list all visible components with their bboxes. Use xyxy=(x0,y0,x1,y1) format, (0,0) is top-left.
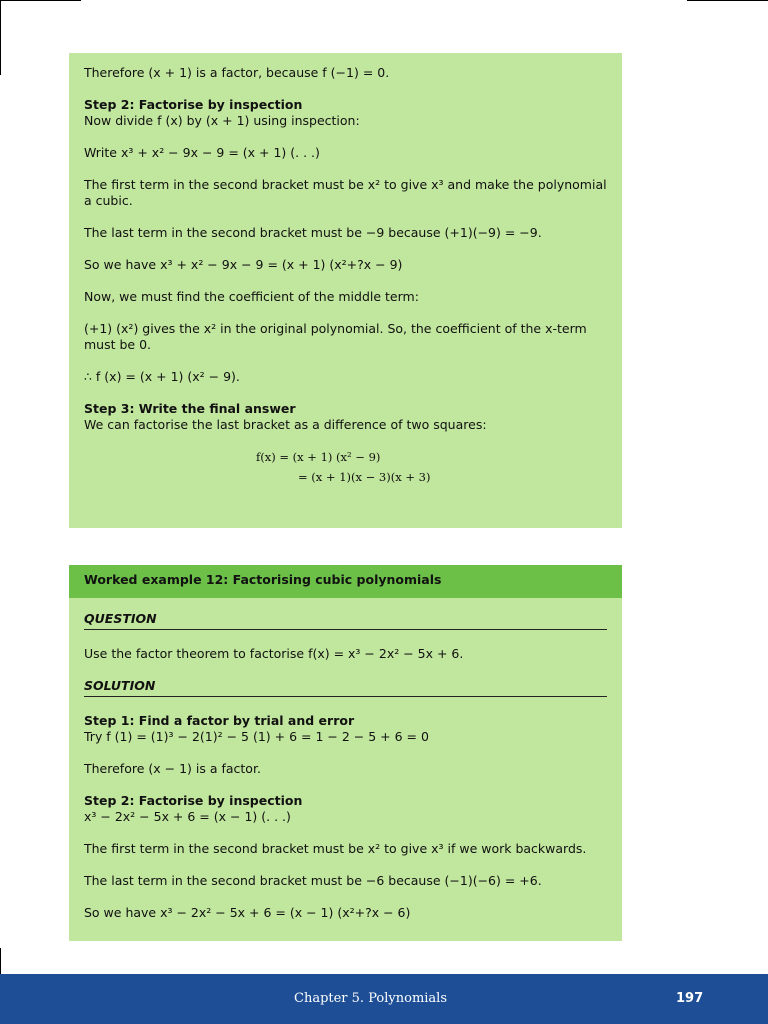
crop-mark-top-left-horizontal xyxy=(0,0,81,1)
write-line: Write x³ + x² − 9x − 9 = (x + 1) (. . .) xyxy=(84,145,320,160)
so-we-have-line: So we have x³ + x² − 9x − 9 = (x + 1) (x²+?x − 9) xyxy=(84,257,403,272)
question-text: Use the factor theorem to factorise f(x) = x³ − 2x² − 5x + 6. xyxy=(84,646,464,661)
coefficient-line: (+1) (x²) gives the x² in the original polynomial. So, the coefficient of the x-term must be 0. xyxy=(84,321,587,352)
step2-text-2: x³ − 2x² − 5x + 6 = (x − 1) (. . .) xyxy=(84,809,291,824)
middle-term-line: Now, we must find the coefficient of the middle term: xyxy=(84,289,419,304)
page-footer xyxy=(0,974,768,1024)
crop-mark-top-left-vertical xyxy=(0,0,1,75)
step1-title: Step 1: Find a factor by trial and error xyxy=(84,713,355,728)
so-we-have-line-2: So we have x³ − 2x² − 5x + 6 = (x − 1) (x²+?x − 6) xyxy=(84,905,411,920)
worked-example-continuation-box xyxy=(69,53,622,528)
display-row-1: f(x) = (x + 1) (x² − 9) xyxy=(256,450,381,464)
chapter-title: Chapter 5. Polynomials xyxy=(294,991,448,1006)
crop-mark-top-right-horizontal xyxy=(687,0,768,1)
final-answer-display xyxy=(84,447,607,487)
last-term-line: The last term in the second bracket must be −9 because (+1)(−9) = −9. xyxy=(84,225,542,240)
therefore-f-line: ∴ f (x) = (x + 1) (x² − 9). xyxy=(84,369,240,384)
step1-text: Try f (1) = (1)³ − 2(1)² − 5 (1) + 6 = 1 − 2 − 5 + 6 = 0 xyxy=(84,729,429,744)
worked-example-12-box xyxy=(69,565,622,941)
worked-example-header: Worked example 12: Factorising cubic polynomials xyxy=(69,565,622,598)
step2-text: Now divide f (x) by (x + 1) using inspection: xyxy=(84,113,360,128)
therefore-factor-line-2: Therefore (x − 1) is a factor. xyxy=(84,761,261,776)
step3-text: We can factorise the last bracket as a difference of two squares: xyxy=(84,417,487,432)
last-term-line-2: The last term in the second bracket must be −6 because (−1)(−6) = +6. xyxy=(84,873,542,888)
solution-heading: SOLUTION xyxy=(84,678,607,697)
therefore-factor-line: Therefore (x + 1) is a factor, because f (−1) = 0. xyxy=(84,65,390,80)
page-number: 197 xyxy=(676,991,704,1006)
first-term-line-2: The first term in the second bracket must be x² to give x³ if we work backwards. xyxy=(84,841,587,856)
crop-mark-bottom-left-vertical xyxy=(0,948,1,974)
first-term-line: The first term in the second bracket must be x² to give x³ and make the polynomial a cubic. xyxy=(84,177,607,208)
step3-title: Step 3: Write the final answer xyxy=(84,401,296,416)
question-heading: QUESTION xyxy=(84,611,607,630)
step2-title-2: Step 2: Factorise by inspection xyxy=(84,793,303,808)
step2-title: Step 2: Factorise by inspection xyxy=(84,97,303,112)
display-row-2: = (x + 1)(x − 3)(x + 3) xyxy=(298,470,431,484)
